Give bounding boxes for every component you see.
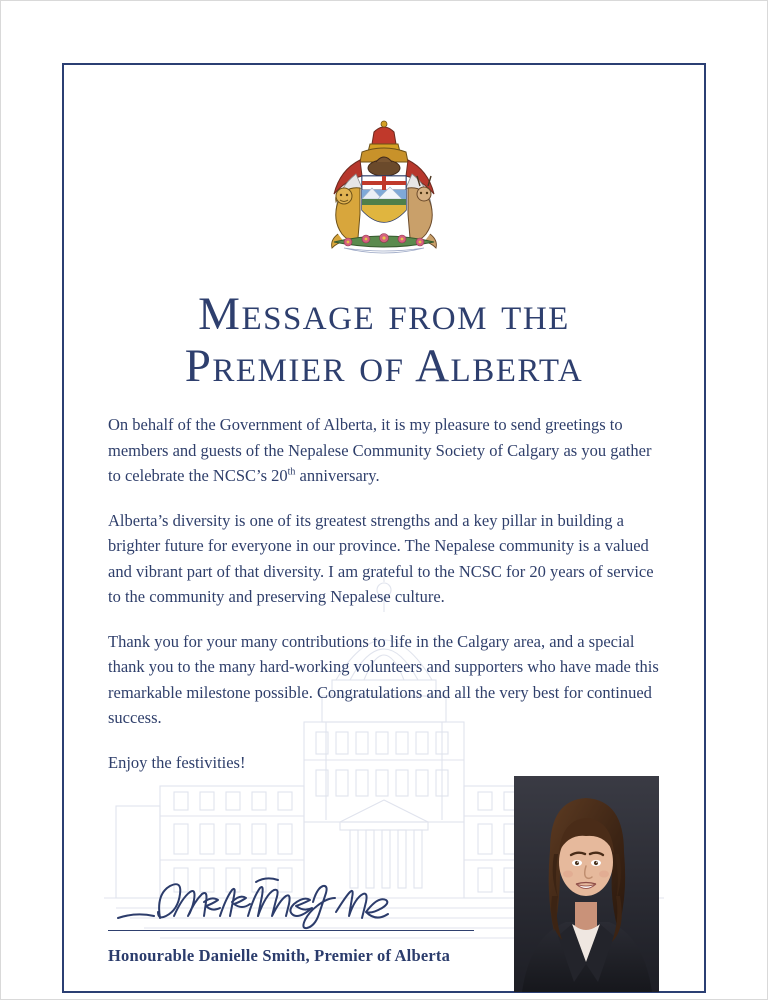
title-line-2: Premier of Alberta	[184, 340, 584, 392]
paragraph-1	[108, 412, 664, 489]
signature-rule	[108, 930, 474, 931]
paragraph-4: Enjoy the festivities!	[108, 752, 246, 772]
paragraph-3: Thank you for your many contributions to life in the Calgary area, and a special thank you to the many hard-working volunteers and supporters who have made this remarkable milestone possible. Congratulations and all the very best for continued success.	[108, 631, 659, 727]
alberta-coat-of-arms-icon	[304, 118, 464, 278]
paragraph-1-text-after: anniversary.	[295, 466, 380, 485]
paragraph-2: Alberta’s diversity is one of its greatest strengths and a key pillar in building a brighter future for everyone in our province. The Nepalese community is a valued and vibrant part of that diversity. I am grateful to the NCSC for 20 years of service to the community and preserving Nepalese culture.	[108, 510, 654, 606]
message-body	[108, 412, 664, 794]
page-title	[0, 288, 768, 392]
premier-portrait-photo	[514, 776, 659, 992]
signature-name: Honourable Danielle Smith, Premier of Alberta	[108, 946, 451, 965]
paragraph-1-superscript: th	[287, 466, 296, 478]
paragraph-1-text: On behalf of the Government of Alberta, it is my pleasure to send greetings to members and guests of the Nepalese Community Society of Calgary as you gather to celebrate the NCSC’s 20	[108, 415, 652, 485]
signature-mark	[108, 872, 408, 930]
title-line-1: Message from the	[198, 288, 570, 340]
